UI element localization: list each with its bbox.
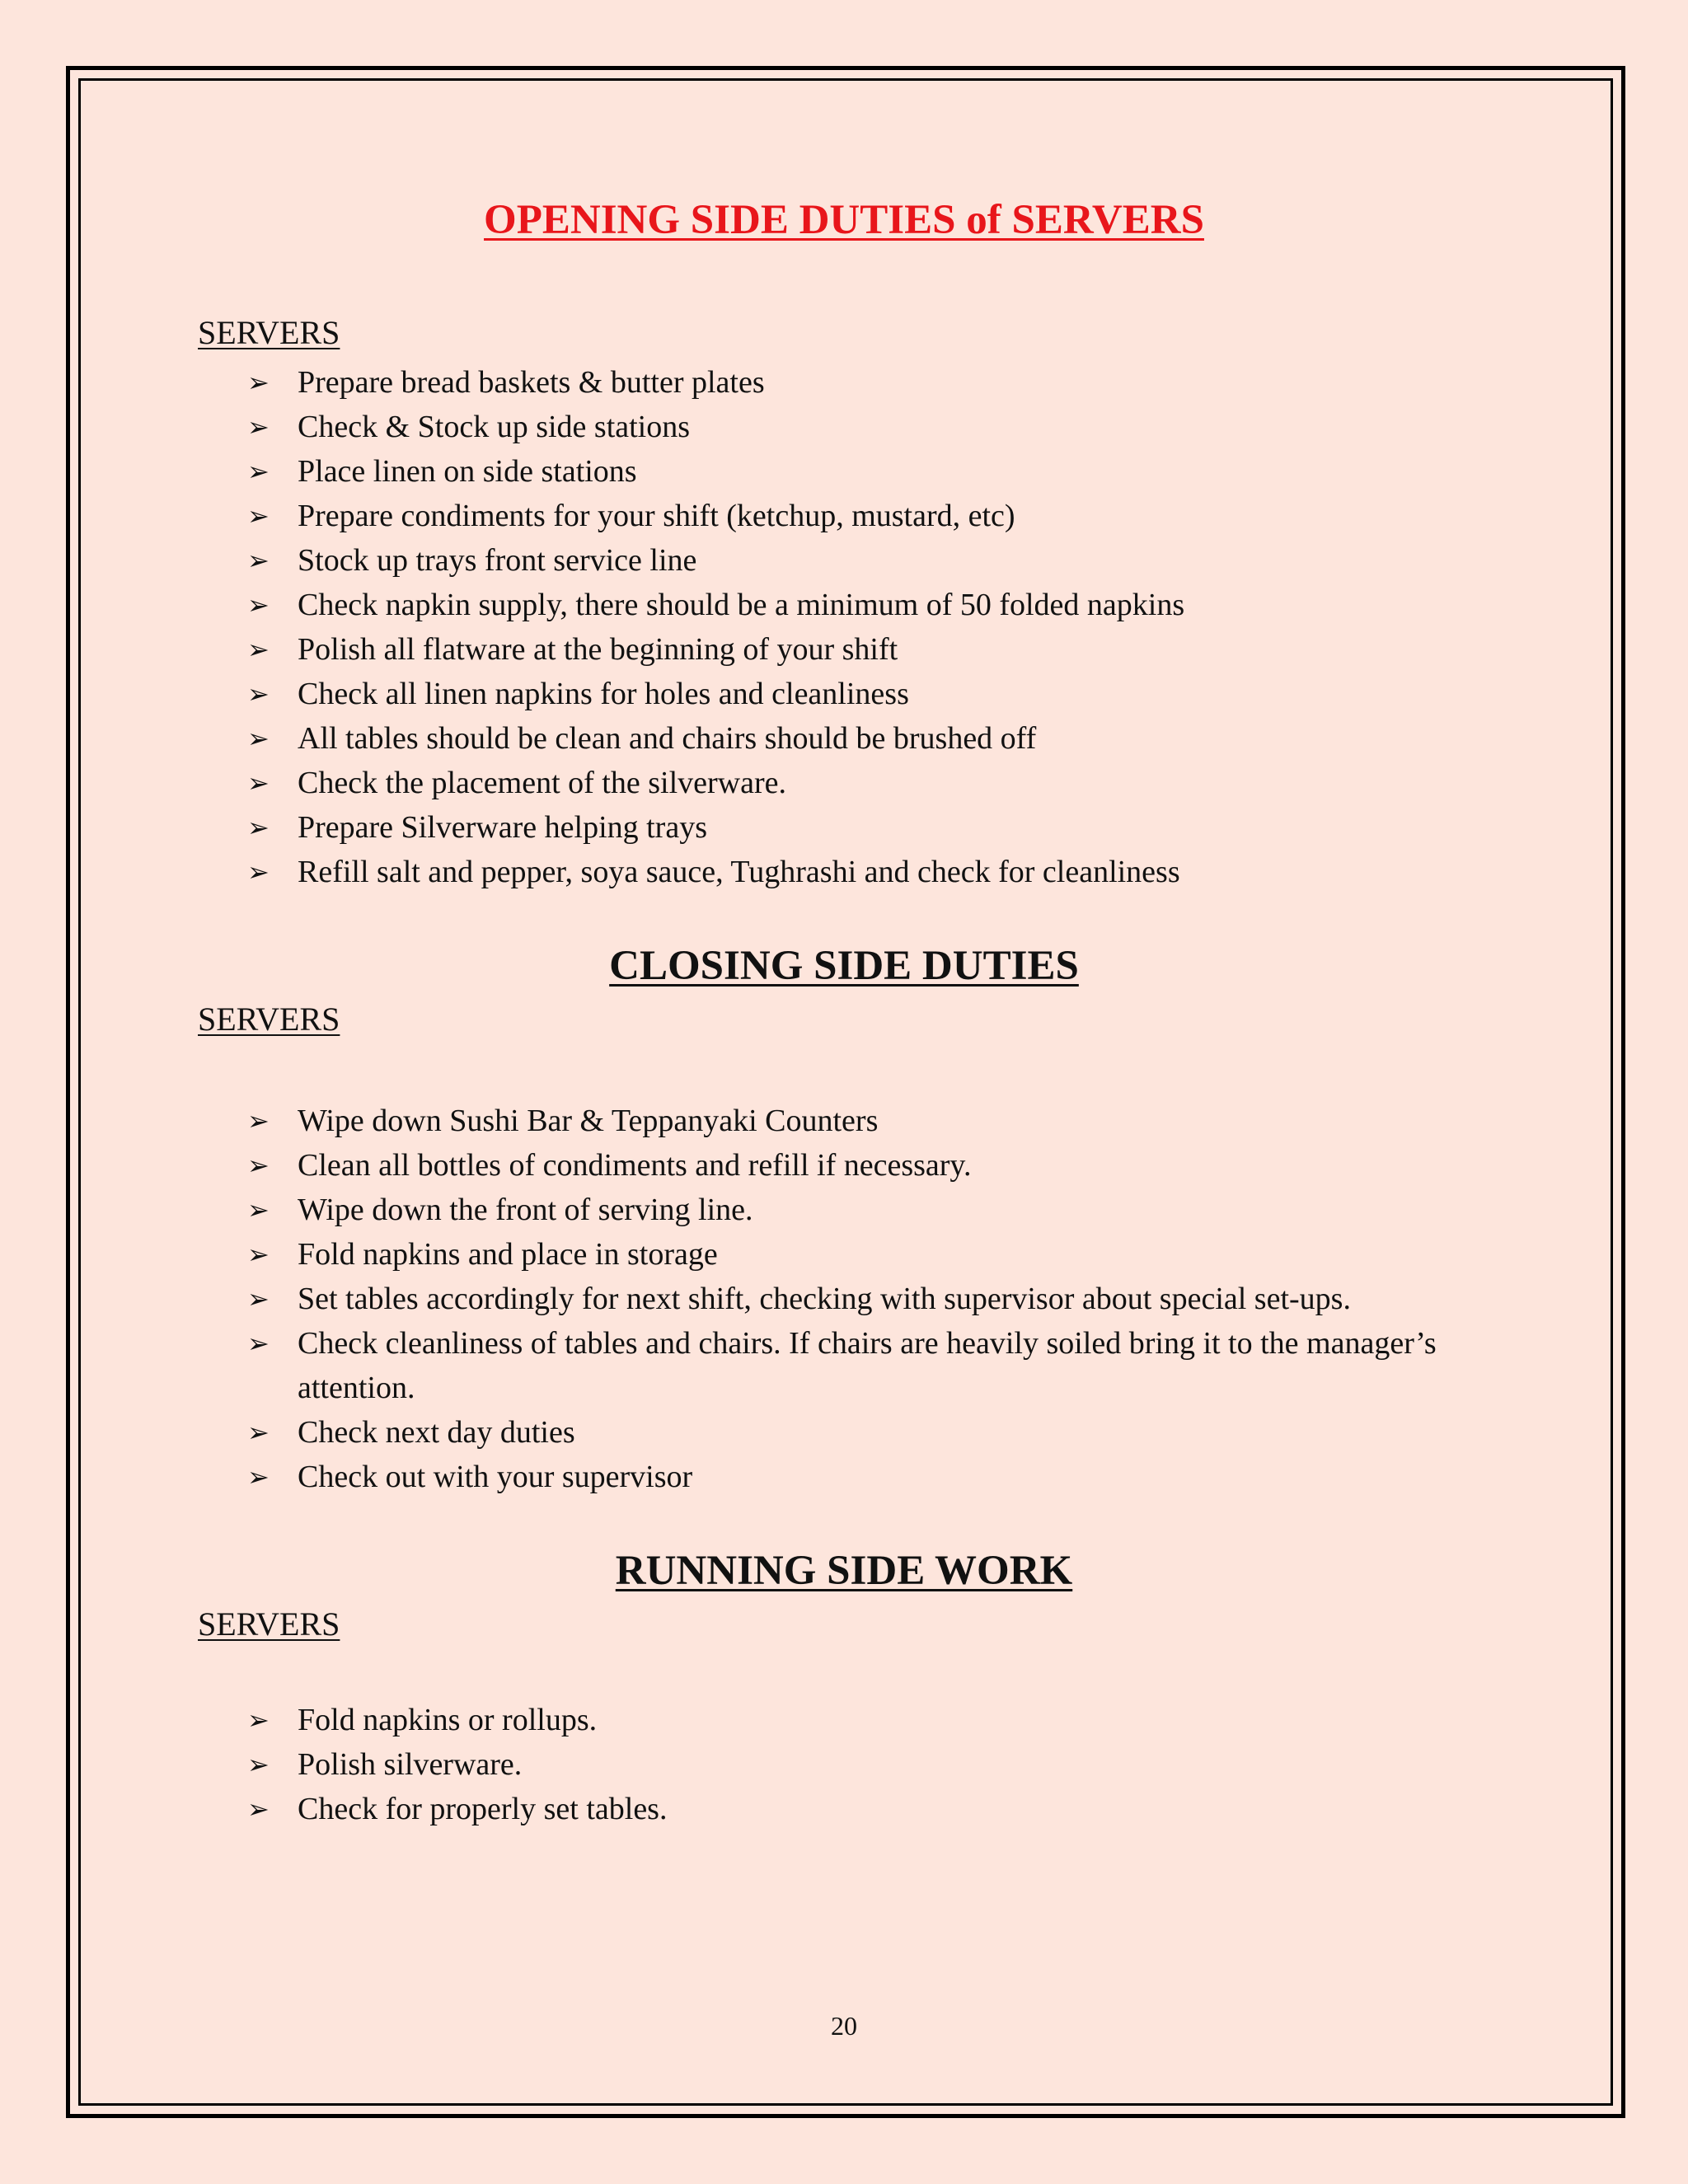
list-item: ➢ Check the placement of the silverware.: [0, 761, 1688, 805]
list-item: ➢ Clean all bottles of condiments and refill if necessary.: [0, 1143, 1688, 1188]
arrow-bullet-icon: ➢: [247, 456, 270, 487]
arrow-bullet-icon: ➢: [247, 500, 270, 532]
arrow-bullet-icon: ➢: [247, 767, 270, 799]
list-item: ➢ Set tables accordingly for next shift, checking with supervisor about special set-ups.: [0, 1277, 1688, 1321]
arrow-bullet-icon: ➢: [247, 678, 270, 710]
closing-servers-label: SERVERS: [198, 1001, 340, 1038]
closing-duties-title: CLOSING SIDE DUTIES: [609, 943, 1079, 989]
arrow-bullet-icon: ➢: [247, 856, 270, 888]
list-item: ➢ Place linen on side stations: [0, 449, 1688, 494]
arrow-bullet-icon: ➢: [247, 812, 270, 843]
arrow-bullet-icon: ➢: [247, 1239, 270, 1270]
list-item: ➢ Check cleanliness of tables and chairs. If chairs are heavily soiled bring it to the manager’s attention.: [0, 1321, 1688, 1410]
list-item: ➢ Check all linen napkins for holes and cleanliness: [0, 672, 1688, 716]
list-item: ➢ Check & Stock up side stations: [0, 405, 1688, 449]
list-item: ➢ Prepare bread baskets & butter plates: [0, 360, 1688, 405]
opening-servers-label: SERVERS: [198, 314, 340, 351]
running-servers-label: SERVERS: [198, 1605, 340, 1643]
list-item: ➢ Stock up trays front service line: [0, 538, 1688, 583]
arrow-bullet-icon: ➢: [247, 1417, 270, 1448]
list-item: ➢ Wipe down the front of serving line.: [0, 1188, 1688, 1232]
page-number: 20: [831, 2011, 857, 2041]
list-item: ➢ Prepare condiments for your shift (ketchup, mustard, etc): [0, 494, 1688, 538]
list-item: ➢ Check out with your supervisor: [0, 1455, 1688, 1499]
list-item: ➢ Polish silverware.: [0, 1742, 1688, 1787]
arrow-bullet-icon: ➢: [247, 1105, 270, 1137]
list-item: ➢ Check for properly set tables.: [0, 1787, 1688, 1831]
arrow-bullet-icon: ➢: [247, 1704, 270, 1736]
arrow-bullet-icon: ➢: [247, 1283, 270, 1315]
arrow-bullet-icon: ➢: [247, 367, 270, 398]
opening-duties-title: OPENING SIDE DUTIES of SERVERS: [484, 197, 1204, 243]
list-item: ➢ Polish all flatware at the beginning of your shift: [0, 627, 1688, 672]
arrow-bullet-icon: ➢: [247, 1328, 270, 1359]
opening-duties-list: [0, 360, 1688, 894]
list-item: ➢ Check napkin supply, there should be a minimum of 50 folded napkins: [0, 583, 1688, 627]
arrow-bullet-icon: ➢: [247, 1461, 270, 1493]
list-item: ➢ Check next day duties: [0, 1410, 1688, 1455]
arrow-bullet-icon: ➢: [247, 1749, 270, 1780]
arrow-bullet-icon: ➢: [247, 589, 270, 621]
running-side-work-list: [0, 1698, 1688, 1831]
list-item: ➢ Fold napkins and place in storage: [0, 1232, 1688, 1277]
arrow-bullet-icon: ➢: [247, 411, 270, 443]
list-item: ➢ Wipe down Sushi Bar & Teppanyaki Counters: [0, 1099, 1688, 1143]
closing-duties-list: [0, 1099, 1688, 1499]
arrow-bullet-icon: ➢: [247, 634, 270, 665]
list-item: ➢ Fold napkins or rollups.: [0, 1698, 1688, 1742]
list-item: ➢ All tables should be clean and chairs should be brushed off: [0, 716, 1688, 761]
arrow-bullet-icon: ➢: [247, 1194, 270, 1226]
arrow-bullet-icon: ➢: [247, 1150, 270, 1181]
arrow-bullet-icon: ➢: [247, 1793, 270, 1825]
arrow-bullet-icon: ➢: [247, 545, 270, 576]
running-side-work-title: RUNNING SIDE WORK: [615, 1548, 1073, 1594]
list-item: ➢ Prepare Silverware helping trays: [0, 805, 1688, 850]
list-item: ➢ Refill salt and pepper, soya sauce, Tughrashi and check for cleanliness: [0, 850, 1688, 894]
arrow-bullet-icon: ➢: [247, 723, 270, 754]
